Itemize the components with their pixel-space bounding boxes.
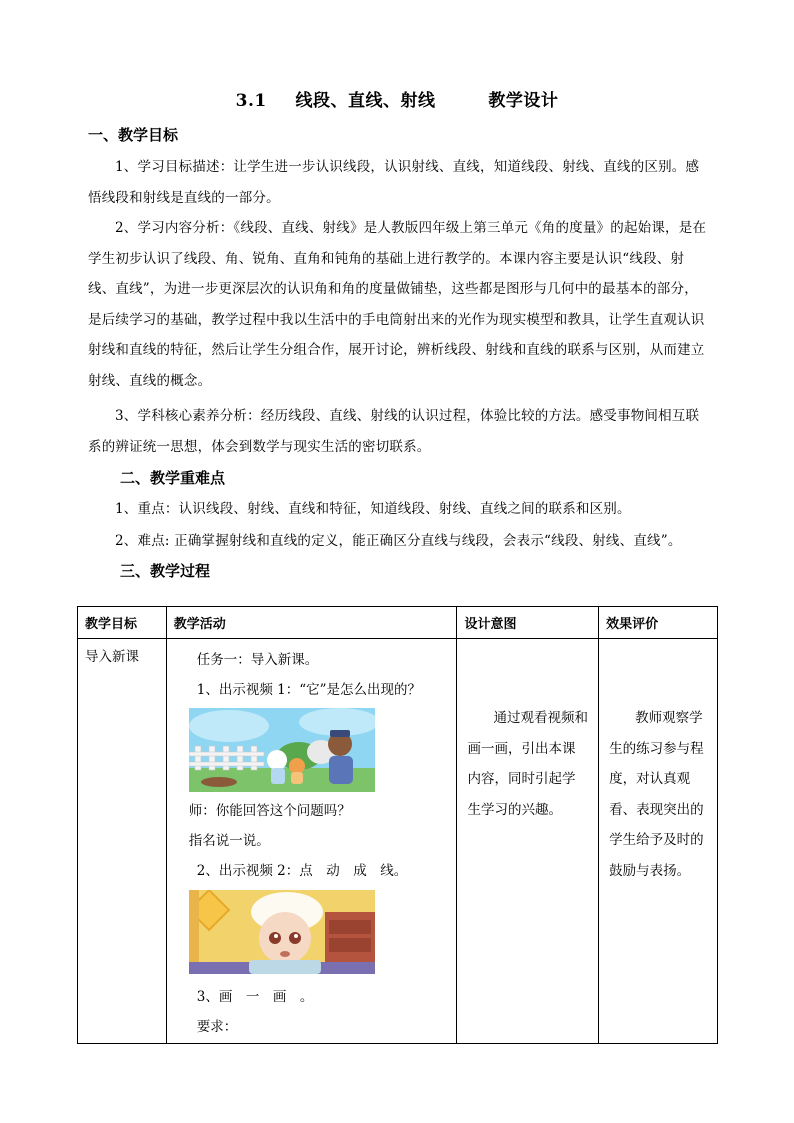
- table-row: [78, 639, 718, 1044]
- activity-requirements: 要求：: [196, 1019, 238, 1035]
- cell-activity: [166, 639, 457, 1044]
- table-header-row: [78, 607, 718, 639]
- activity-task: 任务一：导入新课。: [196, 652, 319, 668]
- activity-video2-label: 2、出示视频 2：点 动 成 线。: [196, 863, 408, 879]
- activity-draw: 3、画 一 画 。: [196, 989, 314, 1005]
- title-number: 3.1: [235, 91, 267, 111]
- section1-heading: 一、教学目标: [88, 126, 179, 144]
- intent-text: 通过观看视频和画一画，引出本课内容，同时引起学生学习的兴趣。: [467, 710, 588, 818]
- page-title: [0, 86, 794, 111]
- activity-question: 师：你能回答这个问题吗？: [188, 803, 351, 819]
- garden-scene-illustration: [189, 708, 375, 792]
- header-goal: 教学目标: [78, 607, 167, 639]
- sheep-scene-illustration: [189, 890, 375, 974]
- teaching-process-table: [77, 606, 718, 1044]
- activity-call-on: 指名说一说。: [188, 833, 270, 849]
- video-thumbnail-garden[interactable]: [189, 708, 375, 792]
- section2-heading: 二、教学重难点: [120, 469, 226, 487]
- cell-evaluation: [599, 639, 718, 1044]
- cell-intent: [457, 639, 599, 1044]
- section3-heading: 三、教学过程: [120, 562, 211, 580]
- section1-paragraph-1: 1、学习目标描述：让学生进一步认识线段，认识射线、直线，知道线段、射线、直线的区别。感悟线段和射线是直线的一部分。: [88, 159, 700, 206]
- video-thumbnail-sheep[interactable]: [189, 890, 375, 974]
- section1-paragraph-2: 2、学习内容分析：《线段、直线、射线》是人教版四年级上第三单元《角的度量》的起始课，是在学生初步认识了线段、角、锐角、直角和钝角的基础上进行教学的。本课内容主要是认识“线段、射线、直线”，为进一步更深层次的认识角和角的度量做铺垫，这些都是图形与几何中的最基本的部分，是后续学习的基础，教学过程中我以生活中的手电筒射出来的光作为现实模型和教具，让学生直观认识射线和直线的特征，然后让学生分组合作，展开讨论，辨析线段、射线和直线的联系与区别，从而建立射线、直线的概念。: [88, 220, 707, 389]
- header-activity: 教学活动: [166, 607, 457, 639]
- evaluation-text: 教师观察学生的练习参与程度，对认真观看、表现突出的学生给予及时的鼓励与表扬。: [609, 710, 704, 879]
- section1-paragraph-3: 3、学科核心素养分析：经历线段、直线、射线的认识过程，体验比较的方法。感受事物间相互联系的辨证统一思想，体会到数学与现实生活的密切联系。: [88, 408, 700, 455]
- activity-video1-label: 1、出示视频 1：“它”是怎么出现的？: [196, 682, 422, 698]
- title-suffix: 教学设计: [488, 91, 559, 111]
- title-topic: 线段、直线、射线: [295, 91, 436, 111]
- cell-goal: 导入新课: [78, 639, 167, 1044]
- header-evaluation: 效果评价: [599, 607, 718, 639]
- section2-paragraph-2: 2、难点: 正确掌握射线和直线的定义，能正确区分直线与线段，会表示“线段、射线、直线”。: [115, 533, 682, 549]
- header-intent: 设计意图: [457, 607, 599, 639]
- section2-paragraph-1: 1、重点：认识线段、射线、直线和特征，知道线段、射线、直线之间的联系和区别。: [115, 501, 631, 517]
